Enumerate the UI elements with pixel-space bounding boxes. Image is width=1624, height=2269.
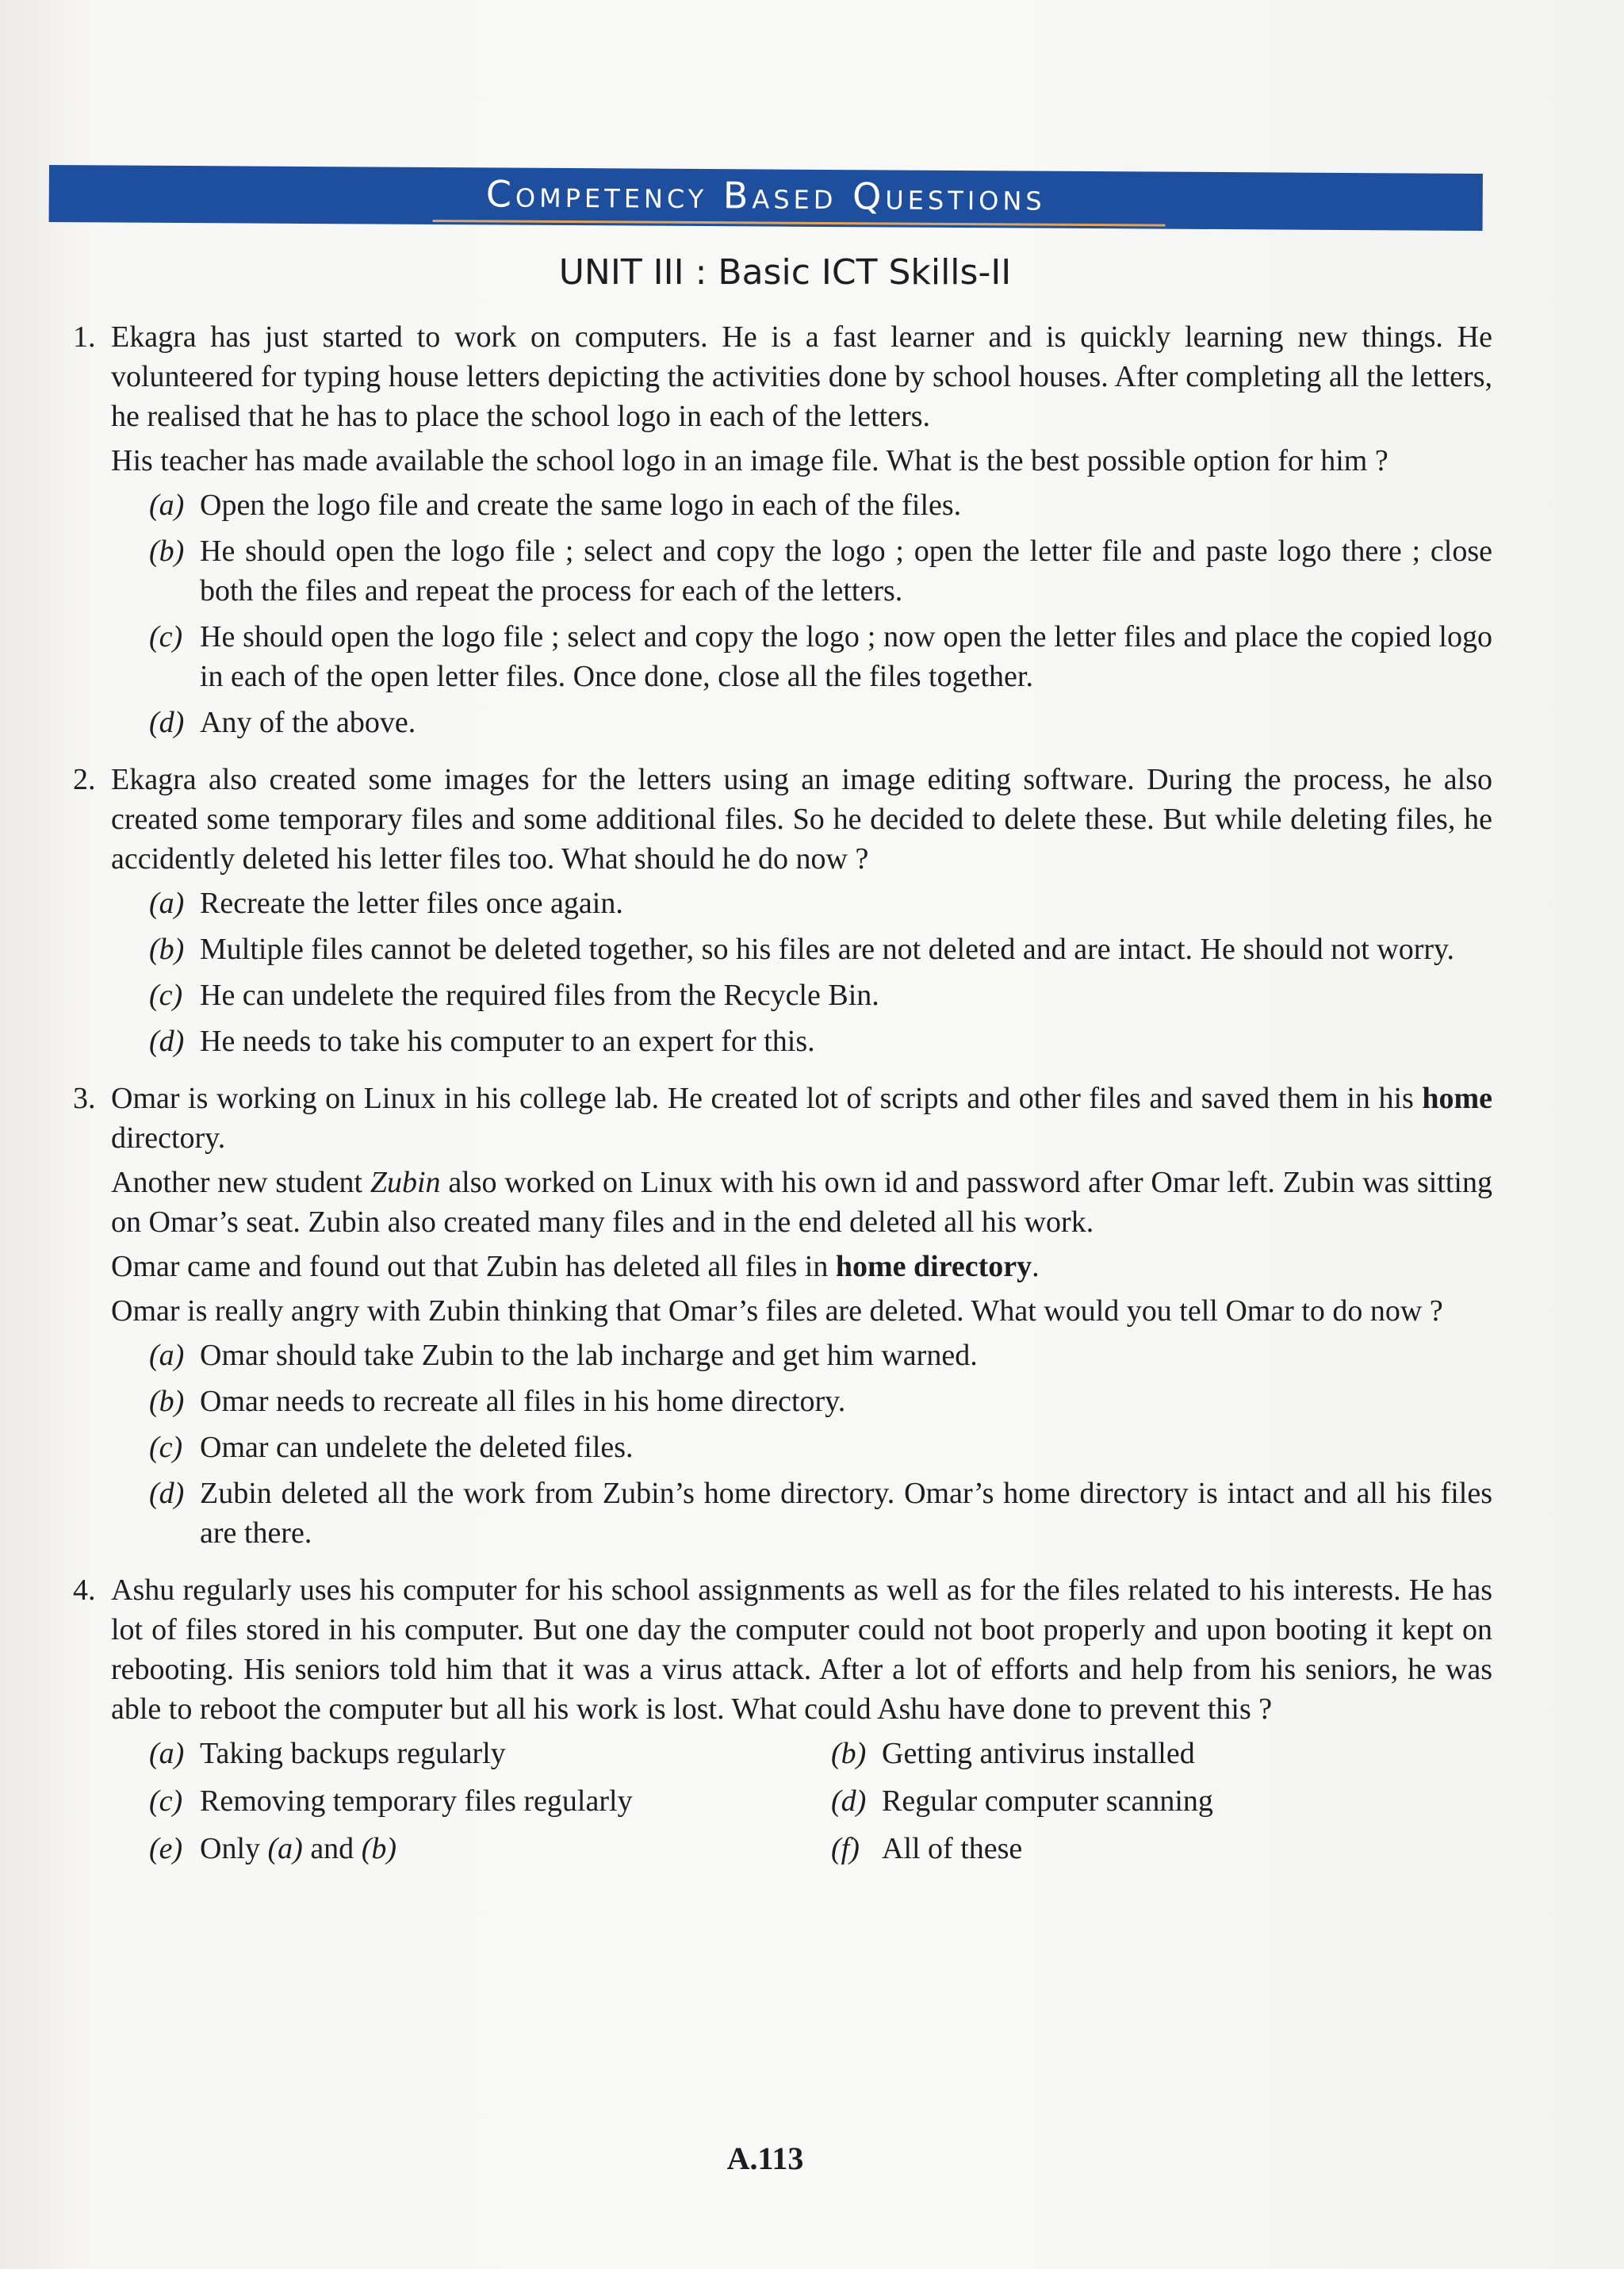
option-c xyxy=(149,617,1492,696)
text-run: . xyxy=(1032,1250,1040,1283)
banner-title: Competency Based Questions xyxy=(485,172,1046,219)
text-run: and xyxy=(302,1832,362,1865)
italic-name: Zubin xyxy=(370,1166,441,1199)
option-label: (b) xyxy=(149,933,185,966)
option-text: Regular computer scanning xyxy=(882,1784,1213,1818)
text-run: Omar is working on Linux in his college lab. He created lot of scripts and other files and saved them in his xyxy=(111,1082,1423,1115)
option-label: (b) xyxy=(149,535,185,568)
option-text: Recreate the letter files once again. xyxy=(200,887,623,920)
option-a xyxy=(149,485,1492,525)
question-number: 1. xyxy=(73,320,96,354)
option-d xyxy=(149,703,1492,742)
page-number: A.113 xyxy=(726,2141,804,2176)
option-label: (a) xyxy=(149,1737,185,1770)
option-a xyxy=(149,883,1492,923)
option-b xyxy=(149,1382,1492,1421)
option-list xyxy=(149,883,1492,1061)
option-text: Zubin deleted all the work from Zubin’s home directory. Omar’s home directory is intact and all his files are there. xyxy=(200,1477,1492,1550)
question-2 xyxy=(73,760,1492,1061)
option-label: (d) xyxy=(831,1784,867,1818)
option-text: Omar can undelete the deleted files. xyxy=(200,1431,634,1464)
option-a xyxy=(149,1336,1492,1375)
option-e xyxy=(149,1829,831,1868)
option-a xyxy=(149,1734,831,1773)
question-text: Ekagra has just started to work on computers. He is a fast learner and is quickly learning new things. He volunteered for typing house letters depicting the activities done by school houses. After completing all the letters, he realised that he has to place the school logo in each of the letters. xyxy=(111,320,1492,433)
option-label: (b) xyxy=(149,1385,185,1418)
option-text: Removing temporary files regularly xyxy=(200,1784,633,1818)
option-label: (d) xyxy=(149,1025,185,1058)
option-ref: (b) xyxy=(361,1832,396,1865)
option-text: Multiple files cannot be deleted together, so his files are not deleted and are intact. He should not worry. xyxy=(200,933,1455,966)
text-run: Another new student xyxy=(111,1166,370,1199)
option-label: (f) xyxy=(831,1832,860,1865)
option-text: He should open the logo file ; select and copy the logo ; open the letter file and paste logo there ; close both the files and repeat the process for each of the letters. xyxy=(200,535,1492,607)
option-label: (b) xyxy=(831,1737,867,1770)
option-d xyxy=(149,1021,1492,1061)
option-b xyxy=(149,531,1492,611)
option-label: (c) xyxy=(149,620,183,653)
text-run: Only xyxy=(200,1832,268,1865)
option-text: Any of the above. xyxy=(200,706,416,739)
option-ref: (a) xyxy=(267,1832,303,1865)
question-number: 2. xyxy=(73,763,96,796)
option-text: Omar needs to recreate all files in his home directory. xyxy=(200,1385,846,1418)
option-text: Getting antivirus installed xyxy=(882,1737,1195,1770)
question-3 xyxy=(73,1079,1492,1553)
option-b xyxy=(831,1734,1465,1773)
option-label: (a) xyxy=(149,887,185,920)
option-c xyxy=(149,1428,1492,1467)
question-text: Omar is really angry with Zubin thinking that Omar’s files are deleted. What would you tell Omar to do now ? xyxy=(111,1294,1443,1328)
option-c xyxy=(149,975,1492,1015)
option-f xyxy=(831,1829,1465,1868)
question-text: His teacher has made available the school logo in an image file. What is the best possible option for him ? xyxy=(111,444,1388,477)
option-c xyxy=(149,1781,831,1821)
option-d xyxy=(831,1781,1465,1821)
option-label: (c) xyxy=(149,1431,183,1464)
question-number: 4. xyxy=(73,1573,96,1607)
option-text: Omar should take Zubin to the lab incharge and get him warned. xyxy=(200,1339,978,1372)
option-label: (c) xyxy=(149,979,183,1012)
option-text: Taking backups regularly xyxy=(200,1737,506,1770)
option-grid xyxy=(149,1734,1492,1868)
text-run: directory. xyxy=(111,1121,226,1155)
option-label: (a) xyxy=(149,489,185,522)
question-text xyxy=(111,1247,1492,1286)
question-text xyxy=(111,1079,1492,1158)
option-text xyxy=(200,1829,831,1868)
option-text: He needs to take his computer to an expert for this. xyxy=(200,1025,815,1058)
question-text: Ekagra also created some images for the letters using an image editing software. During the process, he also created some temporary files and some additional files. So he decided to delete these. But while deleting files, he accidently deleted his letter files too. What should he do now ? xyxy=(111,763,1492,876)
option-label: (a) xyxy=(149,1339,185,1372)
unit-title: UNIT III : Basic ICT Skills-II xyxy=(558,252,1012,293)
option-label: (d) xyxy=(149,1477,185,1510)
question-list xyxy=(73,317,1492,1886)
section-banner xyxy=(49,165,1483,231)
bold-term: home directory xyxy=(835,1250,1032,1283)
option-text: All of these xyxy=(882,1832,1023,1865)
question-text xyxy=(111,1163,1492,1242)
option-label: (e) xyxy=(149,1832,183,1865)
option-b xyxy=(149,929,1492,969)
question-number: 3. xyxy=(73,1082,96,1115)
question-text: Ashu regularly uses his computer for his school assignments as well as for the files related to his interests. He has lot of files stored in his computer. But one day the computer could not boot properly and upon booting it kept on rebooting. His seniors told him that it was a virus attack. After a lot of efforts and help from his seniors, he was able to reboot the computer but all his work is lost. What could Ashu have done to prevent this ? xyxy=(111,1573,1492,1726)
option-label: (c) xyxy=(149,1784,183,1818)
option-text: He can undelete the required files from the Recycle Bin. xyxy=(200,979,879,1012)
option-label: (d) xyxy=(149,706,185,739)
option-d xyxy=(149,1474,1492,1553)
bold-term: home xyxy=(1422,1082,1492,1115)
question-1 xyxy=(73,317,1492,742)
question-4 xyxy=(73,1570,1492,1868)
text-run: also worked on Linux with his own id and password after Omar left. Zubin was sitting on Omar’s seat. Zubin also created many files and in the end deleted all his work. xyxy=(111,1166,1492,1239)
option-list xyxy=(149,485,1492,742)
text-run: Omar came and found out that Zubin has deleted all files in xyxy=(111,1250,836,1283)
banner-underline xyxy=(433,220,1166,227)
option-text: Open the logo file and create the same logo in each of the files. xyxy=(200,489,962,522)
option-list xyxy=(149,1336,1492,1553)
option-text: He should open the logo file ; select and copy the logo ; now open the letter files and place the copied logo in each of the open letter files. Once done, close all the files together. xyxy=(200,620,1492,693)
